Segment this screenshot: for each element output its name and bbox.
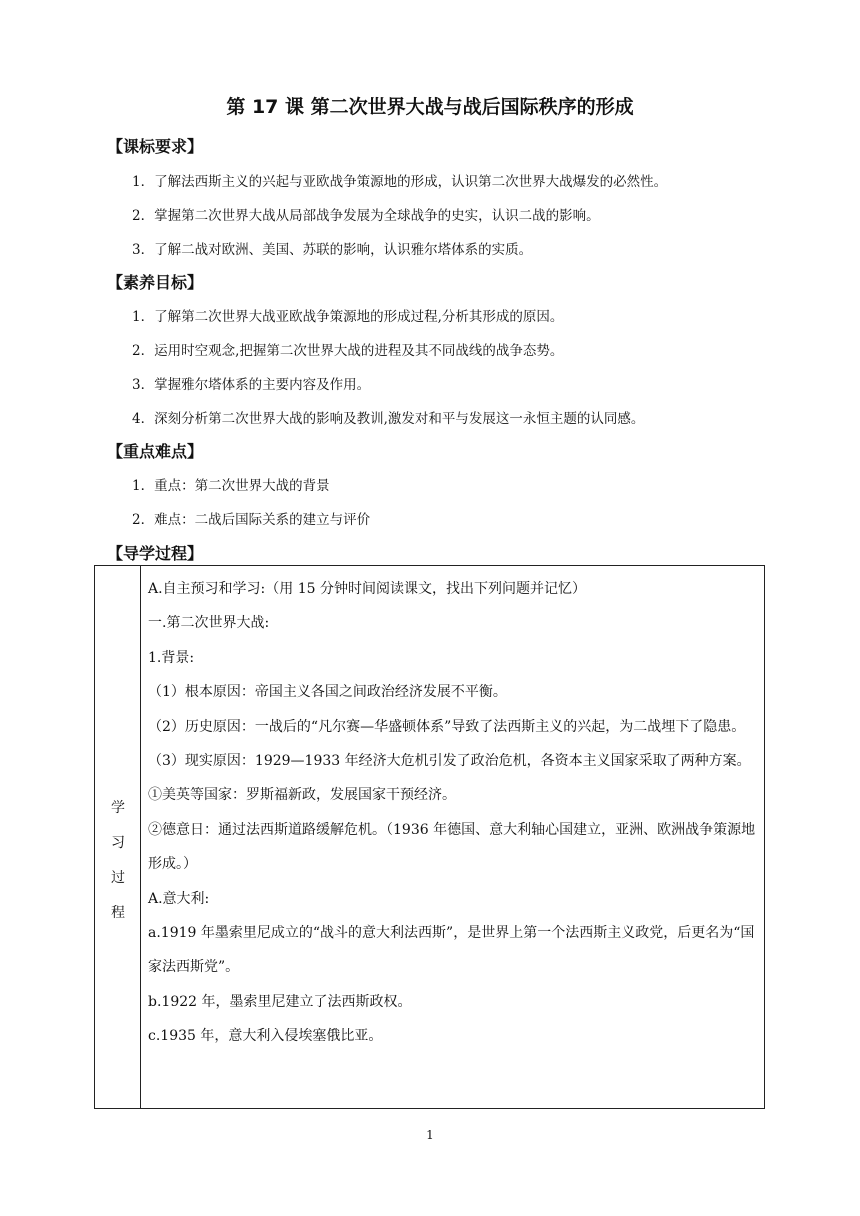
study-process-table <box>94 565 765 1109</box>
content-line: （3）现实原因：1929—1933 年经济大危机引发了政治危机，各资本主义国家采取了两种方案。 <box>148 753 751 770</box>
literacy-item: 2．运用时空观念,把握第二次世界大战的进程及其不同战线的战争态势。 <box>132 343 564 359</box>
content-line: A.意大利: <box>148 890 210 907</box>
content-line: A.自主预习和学习:（用 15 分钟时间阅读课文，找出下列问题并记忆） <box>148 581 586 597</box>
lesson-title: 第 17 课 第二次世界大战与战后国际秩序的形成 <box>226 96 634 118</box>
section-heading-literacy: 【素养目标】 <box>107 273 204 292</box>
literacy-item: 1．了解第二次世界大战亚欧战争策源地的形成过程,分析其形成的原因。 <box>132 309 564 325</box>
literacy-item: 3．掌握雅尔塔体系的主要内容及作用。 <box>132 377 371 393</box>
content-line: 一.第二次世界大战: <box>148 615 270 632</box>
literacy-item: 4．深刻分析第二次世界大战的影响及教训,激发对和平与发展这一永恒主题的认同感。 <box>132 411 645 427</box>
content-line: c.1935 年，意大利入侵埃塞俄比亚。 <box>148 1028 383 1045</box>
section-heading-key-points: 【重点难点】 <box>107 442 204 461</box>
side-label-text: 学 习 过 程 <box>111 800 125 921</box>
content-line: ②德意日：通过法西斯道路缓解危机。（1936 年德国、意大利轴心国建立，亚洲、欧洲战争策源地形成。） <box>148 821 756 873</box>
key-point-item: 1．重点：第二次世界大战的背景 <box>132 478 330 494</box>
content-line: a.1919 年墨索里尼成立的“战斗的意大利法西斯”，是世界上第一个法西斯主义政党，后更名为“国家法西斯党”。 <box>148 925 755 976</box>
curriculum-item: 1．了解法西斯主义的兴起与亚欧战争策源地的形成，认识第二次世界大战爆发的必然性。 <box>132 174 668 190</box>
content-line: 1.背景: <box>148 649 195 666</box>
table-content-cell <box>148 572 760 1054</box>
key-point-item: 2．难点：二战后国际关系的建立与评价 <box>132 512 371 528</box>
content-line: （1）根本原因：帝国主义各国之间政治经济发展不平衡。 <box>148 684 507 701</box>
content-line: （2）历史原因：一战后的“凡尔赛—华盛顿体系”导致了法西斯主义的兴起，为二战埋下了隐患。 <box>148 718 746 735</box>
content-line: b.1922 年，墨索里尼建立了法西斯政权。 <box>148 993 412 1010</box>
curriculum-item: 2．掌握第二次世界大战从局部战争发展为全球战争的史实，认识二战的影响。 <box>132 208 600 224</box>
section-heading-curriculum: 【课标要求】 <box>107 137 204 156</box>
curriculum-item: 3．了解二战对欧洲、美国、苏联的影响，认识雅尔塔体系的实质。 <box>132 242 533 258</box>
page-number: 1 <box>426 1128 434 1142</box>
section-heading-process: 【导学过程】 <box>107 544 204 563</box>
side-label <box>95 791 141 931</box>
content-line: ①美英等国家：罗斯福新政，发展国家干预经济。 <box>148 787 456 804</box>
table-side-cell <box>95 566 141 1108</box>
